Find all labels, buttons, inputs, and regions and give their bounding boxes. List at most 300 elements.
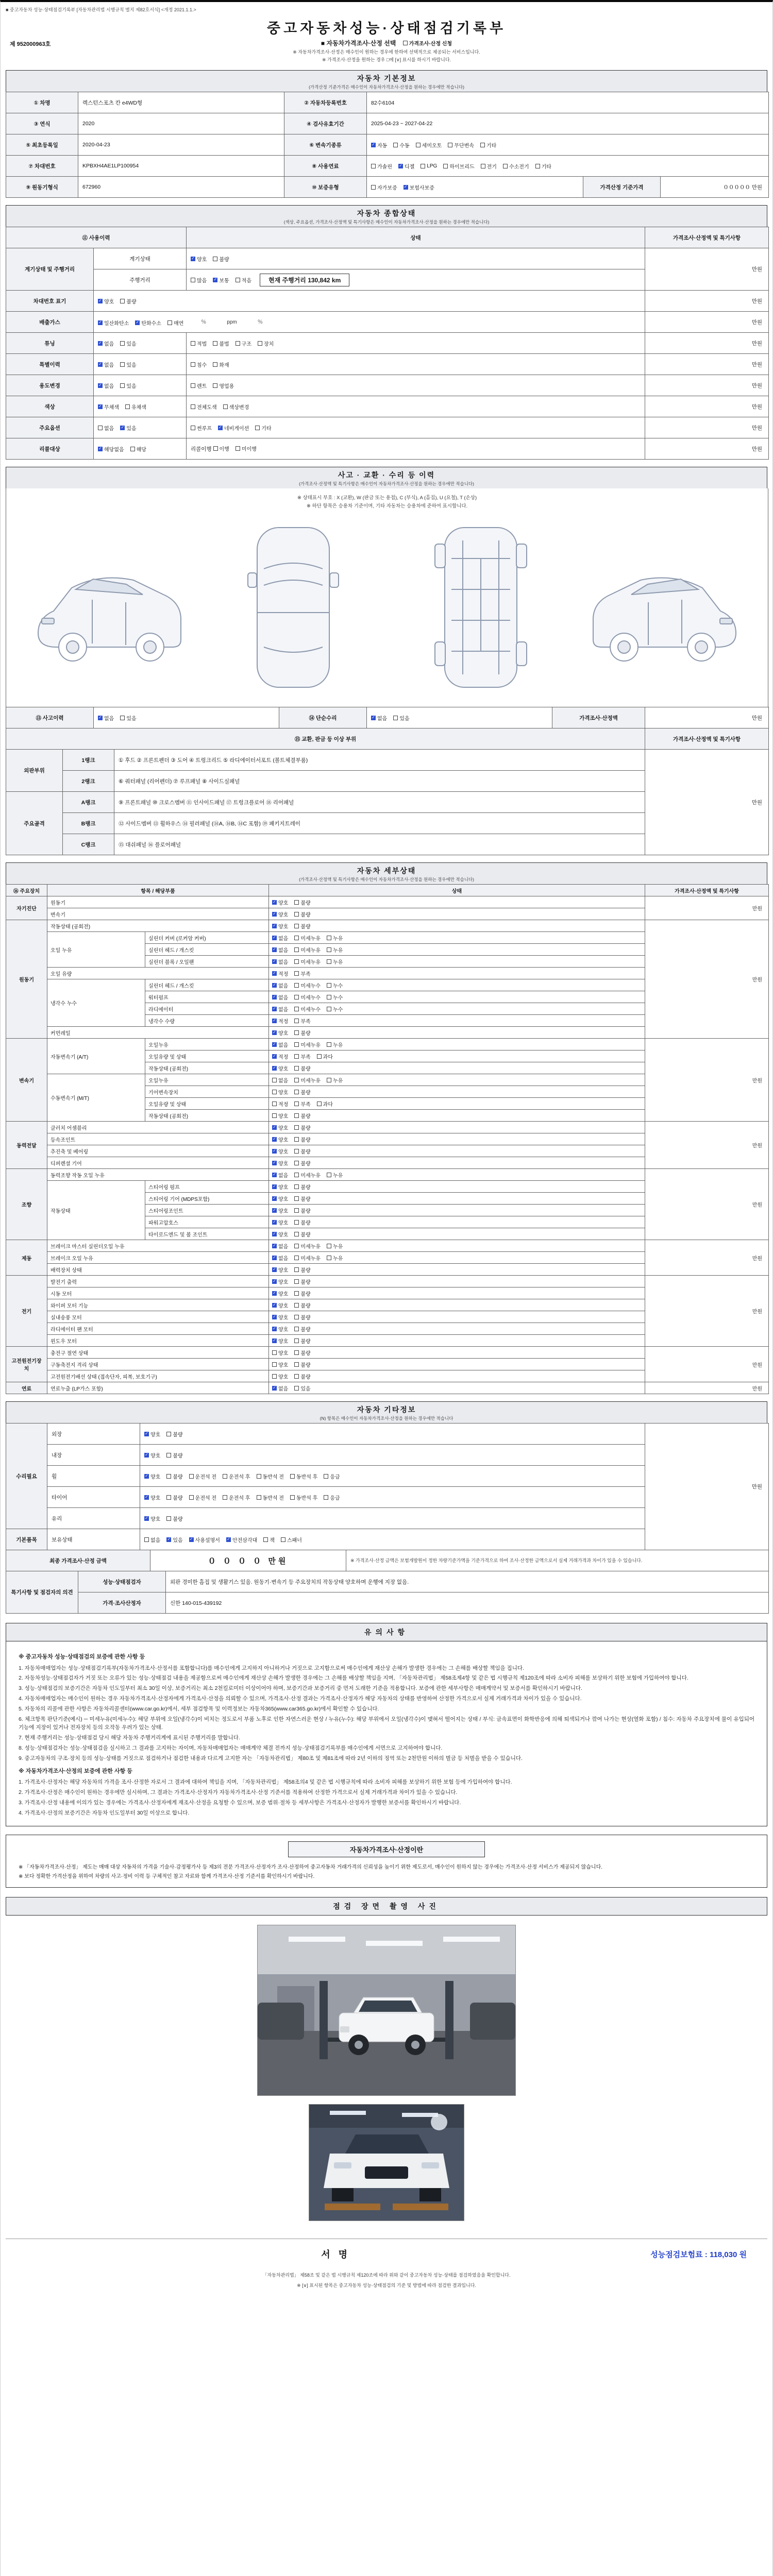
checkbox-option[interactable]: ✓ 없음 — [273, 959, 289, 965]
table-cell: 배력장치 상태 — [47, 1264, 269, 1276]
checkbox-option[interactable]: 해당 — [130, 445, 146, 453]
table-cell — [94, 417, 187, 438]
checkbox-option[interactable]: 불량 — [294, 1195, 310, 1202]
checkbox-option[interactable]: 무단변속 — [448, 141, 474, 149]
checkbox-option[interactable]: ✓ 양호 — [273, 900, 289, 906]
checkbox-option[interactable]: ✓ 없음 — [98, 383, 114, 389]
checkbox-option[interactable]: 유채색 — [125, 403, 146, 411]
checkbox-option[interactable]: ✓ 양호 — [145, 1516, 161, 1522]
checkbox-option[interactable]: 동반석 전 — [257, 1494, 284, 1501]
table-header-cell: ⑨ 원동기형식 — [6, 177, 78, 198]
table-cell: 실내송풍 모터 — [47, 1311, 269, 1323]
section-etc-note: (N) 항목은 매수인이 자동차가격조사·산정을 원하는 경우에만 적습니다 — [320, 1416, 453, 1421]
checkbox-option[interactable]: ✓ 양호 — [273, 1196, 289, 1202]
table-cell: 클러치 어셈블리 — [47, 1122, 269, 1133]
table-header-cell: 제동 — [6, 1240, 47, 1276]
checkbox-option[interactable]: 불량 — [166, 1451, 182, 1459]
checkbox-option[interactable]: ✓ 있음 — [121, 425, 137, 432]
checkbox-option[interactable]: ✓ 없음 — [273, 1385, 289, 1392]
table-row — [6, 375, 769, 396]
checkbox-option[interactable]: 불량 — [294, 1290, 310, 1297]
checkbox-option[interactable]: ✓ 없음 — [273, 994, 289, 1001]
price-survey-note-2: ※ 가격조사·산정을 원하는 경우 □에 [∨] 표시를 하시기 바랍니다. — [322, 57, 451, 62]
table-header-cell: ⑥ 변속기종류 — [284, 134, 367, 156]
checkbox-option[interactable]: ✓ 보험사보증 — [404, 184, 434, 191]
table-row — [6, 291, 769, 312]
table-cell: 오일누유 — [145, 1039, 269, 1050]
checkbox-option[interactable]: ✓ 보통 — [213, 277, 229, 284]
checkbox-option[interactable]: ✓ 없음 — [273, 947, 289, 954]
checkbox-option[interactable]: ✓ 무채색 — [98, 404, 119, 411]
table-header-cell: 최종 가격조사·산정 금액 — [6, 1550, 150, 1571]
checkbox-option[interactable]: ✓ 없음 — [98, 715, 114, 722]
checkbox-option[interactable]: 불량 — [294, 1349, 310, 1357]
checkbox-option[interactable]: 수동 — [393, 141, 409, 149]
section-detail-note: (가격조사·산정액 및 특기사항은 매수인이 자동차가격조사·산정을 원하는 경우에만 적습니다) — [299, 877, 474, 882]
table-cell — [269, 896, 645, 908]
table-cell — [269, 1240, 645, 1252]
checkbox-option[interactable]: 양호 — [272, 1361, 288, 1368]
checkbox-option[interactable]: 있음 — [120, 714, 136, 722]
table-cell — [367, 134, 769, 156]
checkbox-option[interactable]: 양호 — [272, 1372, 288, 1380]
checkbox-option[interactable]: 불량 — [294, 1088, 310, 1096]
checkbox-option[interactable]: 기타 — [535, 162, 551, 170]
checkbox-option[interactable]: 불량 — [294, 1325, 310, 1333]
checkbox-option[interactable]: 불량 — [294, 899, 310, 906]
checkbox-option[interactable]: 불량 — [166, 1515, 182, 1522]
table-row — [6, 920, 769, 932]
table-cell — [94, 333, 187, 354]
checkbox-option[interactable]: 불량 — [294, 922, 310, 930]
checkbox-option[interactable]: ✓ 없음 — [98, 341, 114, 347]
checkbox-option[interactable]: 불량 — [294, 1361, 310, 1368]
table-cell — [94, 707, 279, 728]
checkbox-option[interactable]: 미세누유 — [294, 1254, 321, 1262]
table-cell — [269, 1264, 645, 1276]
checkbox-option[interactable]: 운전석 후 — [223, 1494, 250, 1501]
table-cell: ⑮ 대쉬패널 ⑯ 플로어패널 — [114, 834, 645, 855]
checkbox-option[interactable]: ✓ 없음 — [273, 1042, 289, 1048]
checkbox-option[interactable]: 불량 — [294, 1218, 310, 1226]
checkbox-option[interactable]: ✓ 일산화탄소 — [98, 320, 129, 327]
checkbox-option[interactable]: 이행 — [213, 445, 229, 452]
checkbox-option[interactable]: 불량 — [213, 255, 229, 263]
checkbox-option[interactable]: 썬루프 — [191, 424, 212, 432]
checkbox-option[interactable]: 전체도색 — [191, 403, 217, 411]
checkbox-option[interactable]: 미세누수 — [294, 993, 321, 1001]
checkbox-option[interactable]: 있음 — [120, 361, 136, 368]
checkbox-option[interactable]: ✓ 양호 — [145, 1452, 161, 1459]
checkbox-option[interactable]: 영업용 — [213, 382, 234, 389]
checkbox-option[interactable]: 적음 — [236, 276, 251, 284]
car-diagrams — [11, 512, 763, 703]
table-cell: 만원 — [645, 1169, 769, 1240]
checkbox-option[interactable]: 불량 — [294, 1337, 310, 1345]
checkbox-option[interactable]: 누수 — [327, 981, 343, 989]
checkbox-option[interactable]: 누유 — [327, 946, 343, 954]
checkbox-option[interactable]: 부족 — [294, 1100, 310, 1108]
checkbox-option[interactable]: 미세누유 — [294, 958, 321, 965]
table-header-cell: ③ 연식 — [6, 113, 78, 134]
checkbox-option[interactable]: 화재 — [213, 361, 229, 368]
checkbox-option[interactable]: ✓ 탄화수소 — [136, 320, 161, 327]
checkbox-option[interactable]: 있음 — [393, 714, 409, 722]
checkbox-option[interactable]: 양호 — [272, 1112, 288, 1120]
checkbox-option[interactable]: 수소전기 — [503, 162, 529, 170]
checkbox-option[interactable]: 누유 — [327, 1171, 343, 1179]
checkbox-option[interactable]: ✓ 양호 — [273, 1338, 289, 1345]
checkbox-option[interactable]: ✓ 양호 — [273, 1219, 289, 1226]
checkbox-option[interactable]: ✓ 양호 — [273, 1302, 289, 1309]
table-cell — [187, 269, 645, 291]
car-diagram-underbody-view — [391, 512, 571, 703]
checkbox-option[interactable]: 불량 — [294, 1064, 310, 1072]
fee-label: 성능점검보험료 — [650, 2250, 703, 2259]
checkbox-option[interactable]: 양호 — [272, 1349, 288, 1357]
table-cell: 라디에이터 — [145, 1003, 269, 1015]
table-cell: 충전구 절연 상태 — [47, 1347, 269, 1359]
table-cell: 실린더 헤드 / 개스킷 — [145, 979, 269, 991]
checkbox-option[interactable]: ✓ 없음 — [273, 1255, 289, 1262]
checkbox-option[interactable]: ✓ 양호 — [273, 1267, 289, 1274]
checkbox-option[interactable]: 응급 — [324, 1472, 340, 1480]
checkbox-option[interactable]: ✓ 없음 — [273, 1172, 289, 1179]
checkbox-option[interactable]: 적정 — [272, 1100, 288, 1108]
checkbox-option[interactable]: ✓ 양호 — [273, 923, 289, 930]
checkbox-option[interactable]: 누유 — [327, 1254, 343, 1262]
table-cell — [269, 1145, 645, 1157]
table-cell — [269, 1347, 645, 1359]
checkbox-option[interactable]: ✓ 양호 — [273, 1314, 289, 1321]
checkbox-option[interactable]: ✓ 양호 — [273, 1065, 289, 1072]
table-cell — [269, 1216, 645, 1228]
checkbox-option[interactable]: ✓ 양호 — [273, 1125, 289, 1131]
table-cell: 동력조향 작동 오일 누유 — [47, 1169, 269, 1181]
checkbox-option[interactable]: 불량 — [294, 1230, 310, 1238]
checkbox-option[interactable]: ✓ 양호 — [145, 1473, 161, 1480]
checkbox-option[interactable]: ✓ 양호 — [145, 1431, 161, 1438]
checkbox-option[interactable]: 침수 — [191, 361, 207, 368]
checkbox-option[interactable]: ✓ 양호 — [273, 1279, 289, 1285]
table-header-cell: ⑤ 최초등록일 — [6, 134, 78, 156]
checkbox-option[interactable]: ✓ 적정 — [273, 1018, 289, 1025]
checkbox-option[interactable]: ✓ 적정 — [273, 1054, 289, 1060]
checkbox-option[interactable]: ✓ 없음 — [273, 1006, 289, 1013]
checkbox-option[interactable]: 불량 — [294, 1147, 310, 1155]
checkbox-option[interactable]: 부족 — [294, 1053, 310, 1060]
table-header-cell: ⑯ 주요장치 — [6, 885, 47, 896]
checkbox-option[interactable]: 불량 — [294, 1266, 310, 1274]
checkbox-option[interactable]: 미세누수 — [294, 1005, 321, 1013]
checkbox-option[interactable]: 세미오토 — [416, 141, 442, 149]
notices-subtitle-2: ※ 자동차가격조사·산정의 보증에 관한 사항 등 — [19, 1768, 132, 1774]
notice-item: 2. 자동차성능·상태점검자가 거짓 또는 오류가 있는 성능·상태점검 내용을 제공함으로써 매수인에게 재산상 손해가 발생한 경우에는 그 손해를 배상할 책임을 지며, 「자동차관리법」 제58조제4항 및 같은 법 시행규칙 제120조에 따라 소비자 피해를 보상하기 위한 보험에 가입하여야 합니다. — [19, 1675, 688, 1682]
table-cell: 리콜이행 이행 미이행 — [187, 438, 645, 460]
checkbox-option[interactable]: 자가보증 — [371, 183, 397, 191]
table-row — [6, 248, 769, 269]
table-cell: 오일누유 — [145, 1074, 269, 1086]
checkbox-option[interactable]: 불량 — [166, 1430, 182, 1438]
table-cell: 2020-04-23 — [78, 134, 284, 156]
table-cell: 디퍼렌셜 기어 — [47, 1157, 269, 1169]
checkbox-option[interactable]: ✓ 양호 — [273, 1030, 289, 1037]
damage-code-legend: ※ 상태표시 부호 : X (교환), W (판금 또는 용접), C (부식), A (흠집), U (요철), T (손상) — [297, 495, 477, 501]
table-cell: 만원 — [645, 375, 769, 396]
table-cell — [187, 354, 645, 375]
mileage-box: 현재 주행거리 130,842 km — [260, 274, 349, 286]
checkbox-option[interactable]: 없음 — [272, 1076, 288, 1084]
table-row — [6, 417, 769, 438]
checkbox-option[interactable]: 불량 — [294, 1207, 310, 1214]
checkbox-option[interactable]: ✓ 적정 — [273, 971, 289, 977]
checkbox-option[interactable]: ✓ 양호 — [273, 1326, 289, 1333]
table-header-cell: 튜닝 — [6, 333, 94, 354]
table-cell — [269, 979, 645, 991]
checkbox-option[interactable]: ✓ 없음 — [98, 362, 114, 368]
checkbox-option[interactable]: 응급 — [324, 1494, 340, 1501]
checkbox-option[interactable]: 불량 — [294, 1112, 310, 1120]
table-cell: 휠 — [47, 1466, 140, 1487]
checkbox-option[interactable]: 불량 — [294, 910, 310, 918]
checkbox-option[interactable]: ✓ 네비게이션 — [219, 425, 249, 432]
checkbox-option[interactable]: 불량 — [294, 1136, 310, 1143]
checkbox-option[interactable]: 전기 — [481, 162, 497, 170]
price-survey-select-checkbox[interactable] — [398, 40, 452, 47]
checkbox-option[interactable]: 불량 — [294, 1301, 310, 1309]
table-cell: ① 후드 ② 프론트펜더 ③ 도어 ④ 트렁크리드 ⑤ 라디에이터서포트 (볼트체결부품) — [114, 750, 645, 771]
section-basic-header — [6, 70, 767, 92]
checkbox-option[interactable]: ✓ 없음 — [273, 982, 289, 989]
checkbox-option[interactable]: 불량 — [294, 1372, 310, 1380]
checkbox-option[interactable]: 잭 — [263, 1536, 275, 1544]
checkbox-option[interactable]: 많음 — [191, 276, 207, 284]
table-cell — [367, 177, 583, 198]
checkbox-option[interactable]: 미세누수 — [294, 981, 321, 989]
checkbox-option[interactable]: 운전석 전 — [189, 1494, 216, 1501]
section-accident-title: 사고 · 교환 · 수리 등 이력 — [338, 471, 435, 479]
checkbox-option[interactable]: 매연 — [167, 319, 183, 327]
section-basic-note: (가격산정 기준가격은 매수인이 자동차가격조사·산정을 원하는 경우에만 적습니다) — [309, 84, 464, 90]
table-header-cell: ⑧ 사용연료 — [284, 156, 367, 177]
checkbox-option[interactable]: 없음 — [144, 1536, 160, 1544]
checkbox-option[interactable]: 과다 — [317, 1053, 333, 1060]
checkbox-option[interactable]: 구조 — [236, 340, 251, 347]
table-cell — [269, 1086, 645, 1098]
table-cell: 고전원전기배선 상태 (접속단자, 피복, 보호기구) — [47, 1370, 269, 1382]
checkbox-option[interactable]: 과다 — [317, 1100, 333, 1108]
table-cell — [269, 991, 645, 1003]
table-cell: 작동상태 (공회전) — [145, 1110, 269, 1122]
checkbox-option[interactable]: ✓ 양호 — [273, 1184, 289, 1191]
checkbox-option[interactable]: 렌트 — [191, 382, 207, 389]
checkbox-option[interactable]: 하이브리드 — [443, 162, 474, 170]
table-cell: 2020 — [78, 113, 284, 134]
table-header-cell: 배출가스 — [6, 312, 94, 333]
signature-row — [6, 2239, 767, 2269]
table-cell — [269, 968, 645, 979]
checkbox-option[interactable]: 미세누유 — [294, 1242, 321, 1250]
checkbox-option[interactable]: ✓ 양호 — [273, 911, 289, 918]
table-cell: 구동축전지 격리 상태 — [47, 1359, 269, 1370]
inspection-insurance-fee: 성능점검보험료 : 118,030 원 — [650, 2250, 747, 2259]
checkbox-option[interactable]: 미세누유 — [294, 1171, 321, 1179]
table-cell: 만원 — [645, 248, 769, 291]
checkbox-option[interactable]: ✓ 양호 — [273, 1137, 289, 1143]
table-row — [6, 177, 769, 198]
checkbox-option[interactable]: 적법 — [191, 340, 207, 347]
table-cell: 라디에이터 팬 모터 — [47, 1323, 269, 1335]
checkbox-option[interactable]: 미이행 — [236, 445, 257, 452]
checkbox-option[interactable]: 불량 — [166, 1472, 182, 1480]
checkbox-option[interactable]: 누유 — [327, 934, 343, 942]
table-cell: 만원 — [645, 1276, 769, 1347]
table-cell: 스티어링 펌프 — [145, 1181, 269, 1193]
table-row — [6, 1571, 769, 1592]
table-cell — [367, 707, 552, 728]
section-overall-title: 자동차 종합상태 — [357, 209, 416, 217]
table-cell: 등속조인트 — [47, 1133, 269, 1145]
table-header-cell: 항목 / 해당부품 — [47, 885, 269, 896]
checkbox-option[interactable]: 있음 — [120, 382, 136, 389]
table-header-cell: 변속기 — [6, 1039, 47, 1122]
table-cell: 오일 유량 — [47, 968, 269, 979]
table-header-cell: 가격조사·산정액 — [552, 707, 645, 728]
checkbox-option[interactable]: ✓ 양호 — [145, 1495, 161, 1501]
checkbox-option[interactable]: ✓ 양호 — [273, 1208, 289, 1214]
checkbox-option[interactable]: 운전석 후 — [223, 1472, 250, 1480]
checkbox-option[interactable]: 미세누유 — [294, 946, 321, 954]
notice-item: ※ 「자동차가격조사·산정」 제도는 매매 대상 자동차의 가격을 기술사·감정평가사 등 제3의 전문 가격조사·산정자가 조사·산정하여 중고자동차 거래가격의 신뢰성을 높이기 위한 제도로서, 매수인이 원하지 않는 경우에는 가격조사·산정 서비스가 제공되지 않습니다. — [19, 1865, 603, 1871]
table-header-cell: 상태 — [269, 885, 645, 896]
checkbox-option[interactable]: 불량 — [294, 1124, 310, 1131]
table-cell: 냉각수 수량 — [145, 1015, 269, 1027]
price-survey-definition-box — [6, 1835, 767, 1888]
checkbox-option[interactable]: 운전석 전 — [189, 1472, 216, 1480]
checkbox-option[interactable]: 가격조사·산정 신청 — [403, 39, 452, 47]
checkbox-option[interactable]: ✓ 안전삼각대 — [227, 1537, 258, 1544]
notice-item: 1. 가격조사·산정자는 해당 자동차의 가격을 조사·산정한 자로서 그 결과에 대하여 책임을 지며, 「자동차관리법」 제58조의4 및 같은 법 시행규칙에 따라 소비자 피해를 보상하기 위한 보험 등에 가입하여야 합니다. — [19, 1779, 512, 1786]
checkbox-option[interactable]: ✓ 양호 — [273, 1160, 289, 1167]
table-cell — [94, 354, 187, 375]
checkbox-option[interactable]: ✓ 디젤 — [399, 163, 415, 170]
checkbox-option[interactable]: ✓ 있음 — [167, 1537, 183, 1544]
checkbox-option[interactable]: 누유 — [327, 1041, 343, 1048]
table-cell: 만원 — [645, 707, 769, 728]
checkbox-option[interactable]: 있음 — [294, 1384, 310, 1392]
table-header-cell: 2랭크 — [63, 771, 114, 792]
checkbox-option[interactable]: 가솔린 — [371, 162, 392, 170]
checkbox-option[interactable]: ✓ 양호 — [191, 256, 207, 263]
checkbox-option[interactable]: ✓ 사용설명서 — [189, 1537, 220, 1544]
checkbox-option[interactable]: ✓ 양호 — [273, 1148, 289, 1155]
checkbox-option[interactable]: 기타 — [480, 141, 496, 149]
checkbox-option[interactable]: ✓ 자동 — [372, 142, 388, 149]
checkbox-option[interactable]: LPG — [421, 163, 437, 169]
inspection-photo-lift-wide — [257, 1925, 516, 2096]
checkbox-option[interactable]: ✓ 해당없음 — [98, 446, 124, 453]
checkbox-option[interactable]: 불법 — [213, 340, 229, 347]
table-row — [6, 113, 769, 134]
checkbox-option[interactable]: 부족 — [294, 970, 310, 977]
table-cell: ⑨ 프론트패널 ⑩ 크로스멤버 ⑪ 인사이드패널 ⑰ 트렁크플로어 ⑱ 리어패널 — [114, 792, 645, 813]
checkbox-option[interactable]: ✓ 없음 — [273, 1243, 289, 1250]
checkbox-option[interactable]: 불량 — [294, 1313, 310, 1321]
final-price-table — [6, 1550, 769, 1571]
checkbox-option[interactable]: 장치 — [258, 340, 274, 347]
page-title: 중고자동차성능·상태점검기록부 — [266, 21, 507, 36]
checkbox-option[interactable]: 누수 — [327, 1005, 343, 1013]
table-cell — [140, 1466, 645, 1487]
checkbox-option[interactable]: 동반석 후 — [290, 1494, 317, 1501]
checkbox-option[interactable]: 있음 — [120, 340, 136, 347]
checkbox-option[interactable]: 불량 — [294, 1029, 310, 1037]
checkbox-option[interactable]: 누수 — [327, 993, 343, 1001]
table-cell — [269, 956, 645, 968]
table-cell: 계기상태 — [94, 248, 187, 269]
checkbox-option[interactable]: 미세누유 — [294, 1041, 321, 1048]
checkbox-option[interactable]: 누유 — [327, 1242, 343, 1250]
checkbox-option[interactable]: 동반석 전 — [257, 1472, 284, 1480]
table-cell: 브레이크 오일 누유 — [47, 1252, 269, 1264]
table-header-cell: 주요골격 — [6, 792, 63, 855]
table-cell — [367, 156, 769, 177]
checkbox-option[interactable]: ✓ 양호 — [98, 298, 114, 305]
checkbox-option[interactable]: ✓ 양호 — [273, 1291, 289, 1297]
table-cell — [94, 438, 187, 460]
checkbox-option[interactable]: 미세누유 — [294, 1076, 321, 1084]
table-cell: ０００００ 만원 — [661, 177, 769, 198]
checkbox-option[interactable]: 동반석 후 — [290, 1472, 317, 1480]
checkbox-option[interactable]: 스패너 — [281, 1536, 302, 1544]
table-cell: 냉각수 누수 — [47, 979, 145, 1027]
table-cell: 2025-04-23 ~ 2027-04-22 — [367, 113, 769, 134]
table-row — [6, 312, 769, 333]
table-row — [6, 333, 769, 354]
table-cell — [140, 1529, 645, 1550]
fee-value: 118,030 원 — [709, 2250, 747, 2259]
checkbox-option[interactable]: 누유 — [327, 958, 343, 965]
checkbox-option[interactable]: 불량 — [294, 1159, 310, 1167]
table-cell — [269, 1003, 645, 1015]
checkbox-option[interactable]: 불량 — [166, 1494, 182, 1501]
table-cell: 실린더 커버 (로커암 커버) — [145, 932, 269, 944]
accident-diagram-box — [6, 488, 768, 707]
checkbox-option[interactable]: ✓ 없음 — [273, 935, 289, 942]
table-cell — [269, 1287, 645, 1299]
checkbox-option[interactable]: 기타 — [255, 424, 271, 432]
checkbox-option[interactable]: 부족 — [294, 1017, 310, 1025]
checkbox-option[interactable]: 누유 — [327, 1076, 343, 1084]
table-cell — [269, 1335, 645, 1347]
checkbox-option[interactable]: 미세누유 — [294, 934, 321, 942]
checkbox-option[interactable]: 불량 — [294, 1278, 310, 1285]
checkbox-option[interactable]: 불량 — [120, 297, 136, 305]
checkbox-option[interactable]: 양호 — [272, 1088, 288, 1096]
checkbox-option[interactable]: 없음 — [98, 424, 114, 432]
checkbox-option[interactable]: ✓ 없음 — [372, 715, 388, 722]
table-cell — [269, 1157, 645, 1169]
section-detail-title: 자동차 세부상태 — [357, 867, 416, 875]
checkbox-option[interactable]: ✓ 양호 — [273, 1231, 289, 1238]
table-cell: 외판 경미한 흠집 및 생활기스 있음. 원동기·변속기 등 주요장치의 작동상태 양호하며 운행에 지장 없음. — [166, 1571, 769, 1592]
signature-label[interactable]: 서명 — [321, 2249, 356, 2260]
table-header-cell: 특기사항 및 점검자의 의견 — [6, 1571, 78, 1614]
table-cell — [269, 1181, 645, 1193]
checkbox-option[interactable]: 불량 — [294, 1183, 310, 1191]
table-header-cell: 자기진단 — [6, 896, 47, 920]
checkbox-option[interactable]: 색상변경 — [223, 403, 249, 411]
